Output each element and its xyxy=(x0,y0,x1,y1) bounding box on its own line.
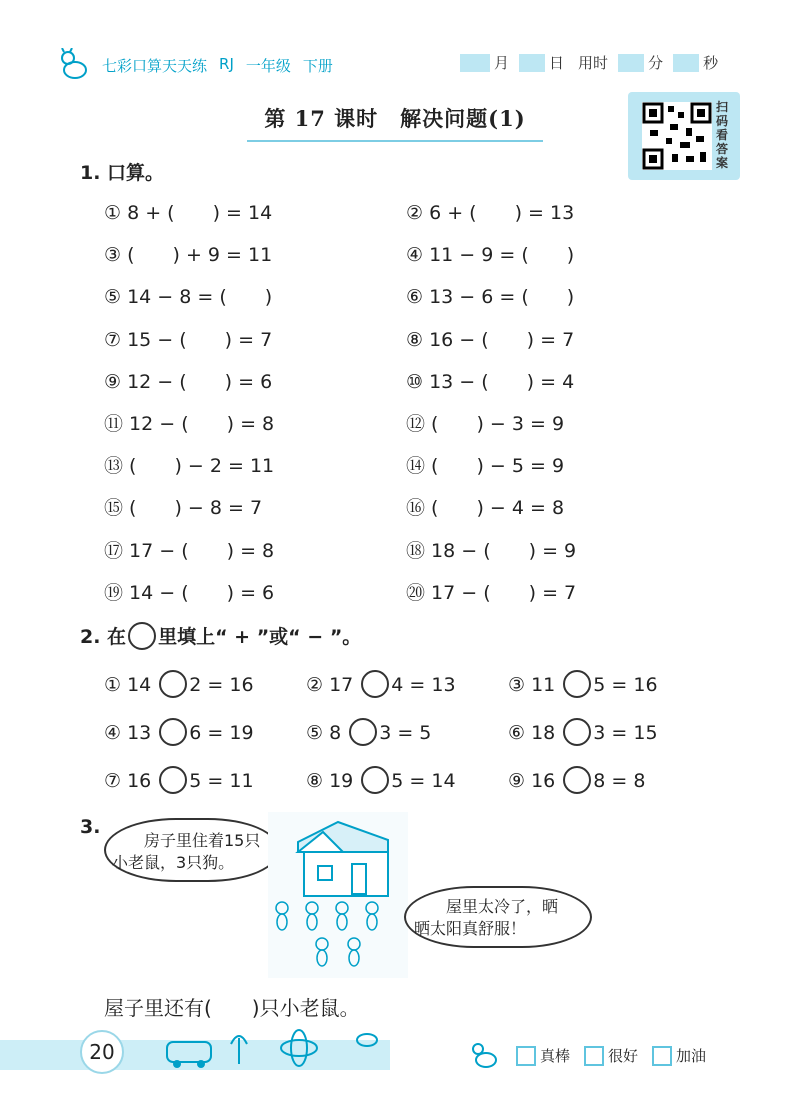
fill-sign-right: 6 = 19 xyxy=(189,722,254,744)
house-with-mice-illustration xyxy=(268,812,408,978)
book-volume: 下册 xyxy=(302,56,333,75)
fill-sign-left: ⑦ 16 xyxy=(104,770,152,792)
oral-calc-item: ⑧ 16 − ( ) = 7 xyxy=(406,328,575,351)
book-edition: RJ xyxy=(219,54,234,73)
speech-bubble-right xyxy=(404,886,592,948)
day-label: 日 xyxy=(549,54,565,72)
time-used-label: 用时 xyxy=(578,54,609,72)
answer-circle[interactable] xyxy=(563,766,591,794)
seconds-label: 秒 xyxy=(703,54,719,72)
oral-calc-item: ⑱ 18 − ( ) = 9 xyxy=(406,539,577,562)
oral-calc-item: ⑪ 12 − ( ) = 8 xyxy=(104,413,275,435)
qr-panel[interactable] xyxy=(628,92,740,180)
date-fields xyxy=(460,52,728,73)
oral-calc-item: ⑮ ( ) − 8 = 7 xyxy=(104,497,263,520)
rating-row xyxy=(468,1040,706,1070)
oral-calc-item: ⑰ 17 − ( ) = 8 xyxy=(104,539,275,562)
section2-title-post: 里填上“ + ”或“ − ”。 xyxy=(158,626,362,648)
checkbox-icon[interactable] xyxy=(652,1046,672,1066)
month-field[interactable] xyxy=(460,54,490,72)
mascot-small-icon xyxy=(468,1040,502,1070)
bubble-right-line2: 晒太阳真舒服！ xyxy=(414,919,527,938)
section3-answer-line: 屋子里还有( )只小老鼠。 xyxy=(104,996,360,1020)
fill-sign-item xyxy=(508,670,658,698)
fill-sign-left: ① 14 xyxy=(104,674,152,696)
fill-sign-left: ② 17 xyxy=(306,674,354,696)
answer-circle[interactable] xyxy=(361,766,389,794)
fill-sign-right: 8 = 8 xyxy=(593,770,646,792)
oral-calc-item: ① 8 + ( ) = 14 xyxy=(104,202,273,224)
fill-sign-item xyxy=(104,766,254,794)
oral-calc-item: ⑭ ( ) − 5 = 9 xyxy=(406,455,565,478)
fill-sign-right: 3 = 5 xyxy=(379,722,432,744)
section1-title: 1. 口算。 xyxy=(80,162,165,184)
answer-circle[interactable] xyxy=(159,766,187,794)
seconds-field[interactable] xyxy=(673,54,699,72)
fill-sign-left: ⑧ 19 xyxy=(306,770,354,792)
oral-calc-item: ③ ( ) + 9 = 11 xyxy=(104,244,273,267)
oral-calc-item: ⑨ 12 − ( ) = 6 xyxy=(104,370,273,393)
section2-title-pre: 2. 在 xyxy=(80,626,127,648)
checkbox-icon[interactable] xyxy=(516,1046,536,1066)
section2-title xyxy=(80,622,361,650)
fill-sign-right: 2 = 16 xyxy=(189,674,254,696)
fill-sign-item xyxy=(508,718,658,746)
fill-sign-right: 5 = 14 xyxy=(391,770,456,792)
oral-calc-item: ⑤ 14 − 8 = ( ) xyxy=(104,286,273,309)
answer-circle[interactable] xyxy=(159,718,187,746)
oral-calc-item: ⑩ 13 − ( ) = 4 xyxy=(406,370,575,393)
book-title: 七彩口算天天练 xyxy=(102,56,208,75)
fill-sign-right: 3 = 15 xyxy=(593,722,658,744)
book-grade: 一年级 xyxy=(245,56,291,75)
fill-sign-right: 4 = 13 xyxy=(391,674,456,696)
fill-sign-item xyxy=(508,766,645,794)
footer-decoration-icon xyxy=(165,1024,385,1070)
rating-keep-going[interactable]: 加油 xyxy=(652,1045,706,1066)
fill-sign-left: ④ 13 xyxy=(104,722,152,744)
lesson-title: 第 17 课时 解决问题(1) xyxy=(247,100,543,142)
minutes-label: 分 xyxy=(648,54,664,72)
circle-icon xyxy=(128,622,156,650)
bubble-right-line1: 屋里太冷了，晒 xyxy=(446,897,559,916)
oral-calc-item: ② 6 + ( ) = 13 xyxy=(406,202,575,224)
fill-sign-item xyxy=(306,670,456,698)
rating-good[interactable]: 很好 xyxy=(584,1045,638,1066)
answer-circle[interactable] xyxy=(563,670,591,698)
section3-title: 3. xyxy=(80,816,101,838)
fill-sign-item xyxy=(306,718,431,746)
fill-sign-left: ⑨ 16 xyxy=(508,770,556,792)
day-field[interactable] xyxy=(519,54,545,72)
bubble-left-line1: 房子里住着15只 xyxy=(144,831,261,850)
qr-code-icon xyxy=(642,102,712,170)
fill-sign-right: 5 = 16 xyxy=(593,674,658,696)
fill-sign-item xyxy=(104,718,254,746)
minutes-field[interactable] xyxy=(618,54,644,72)
oral-calc-item: ⑫ ( ) − 3 = 9 xyxy=(406,413,565,435)
bubble-left-line2: 小老鼠，3只狗。 xyxy=(112,853,235,872)
fill-sign-left: ⑤ 8 xyxy=(306,722,342,744)
oral-calc-item: ⑳ 17 − ( ) = 7 xyxy=(406,581,577,604)
oral-calc-item: ⑯ ( ) − 4 = 8 xyxy=(406,497,565,520)
answer-circle[interactable] xyxy=(159,670,187,698)
month-label: 月 xyxy=(494,54,510,72)
fill-sign-item xyxy=(104,670,254,698)
mascot-icon xyxy=(58,48,92,82)
fill-sign-left: ⑥ 18 xyxy=(508,722,556,744)
oral-calc-item: ⑲ 14 − ( ) = 6 xyxy=(104,581,275,604)
rating-excellent[interactable]: 真棒 xyxy=(516,1045,570,1066)
book-header xyxy=(58,48,333,82)
checkbox-icon[interactable] xyxy=(584,1046,604,1066)
answer-circle[interactable] xyxy=(563,718,591,746)
oral-calc-item: ④ 11 − 9 = ( ) xyxy=(406,244,575,267)
answer-circle[interactable] xyxy=(361,670,389,698)
qr-caption: 扫码看答案 xyxy=(716,100,729,170)
oral-calc-item: ⑥ 13 − 6 = ( ) xyxy=(406,286,575,309)
fill-sign-left: ③ 11 xyxy=(508,674,556,696)
oral-calc-item: ⑦ 15 − ( ) = 7 xyxy=(104,328,273,351)
fill-sign-right: 5 = 11 xyxy=(189,770,254,792)
answer-circle[interactable] xyxy=(349,718,377,746)
speech-bubble-left xyxy=(104,818,280,882)
oral-calc-item: ⑬ ( ) − 2 = 11 xyxy=(104,455,275,478)
page-number: 20 xyxy=(80,1030,124,1074)
fill-sign-item xyxy=(306,766,456,794)
